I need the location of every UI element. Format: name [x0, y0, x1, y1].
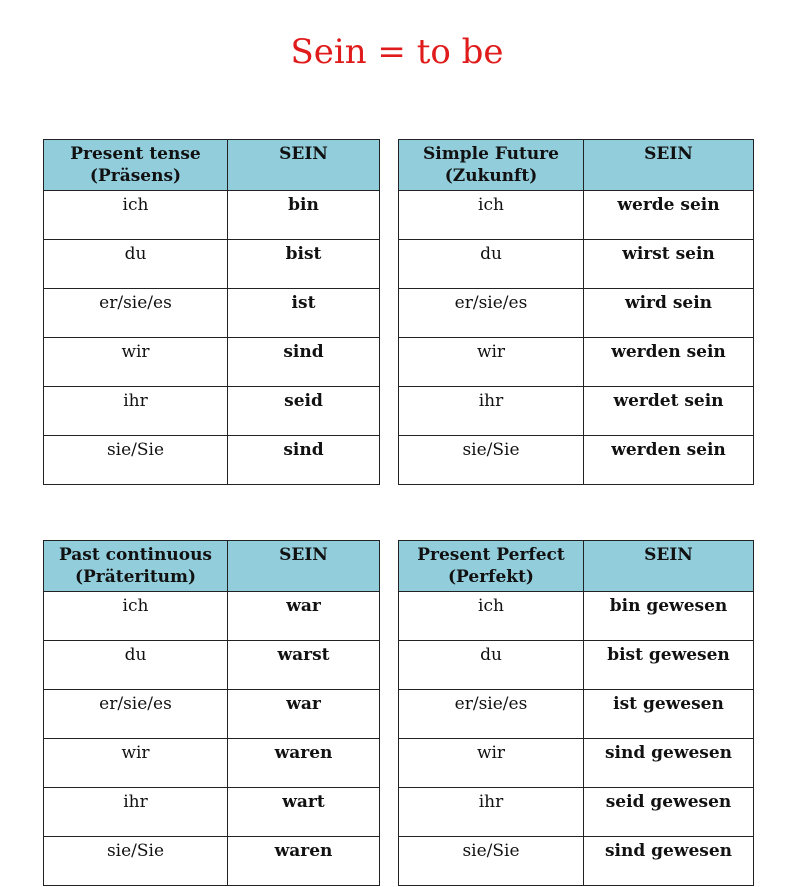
pronoun-cell: sie/Sie: [44, 436, 228, 485]
verb-header: SEIN: [584, 541, 754, 592]
pronoun-cell: wir: [44, 739, 228, 788]
pronoun-cell: er/sie/es: [399, 289, 584, 338]
tense-german-name: (Zukunft): [444, 166, 538, 186]
verb-form-cell: waren: [228, 739, 380, 788]
table-row: [44, 240, 380, 289]
pronoun-cell: er/sie/es: [44, 690, 228, 739]
pronoun-cell: wir: [399, 739, 584, 788]
verb-header: SEIN: [228, 140, 380, 191]
table-row: [44, 788, 380, 837]
verb-form-cell: sind: [228, 436, 380, 485]
verb-form-cell: seid gewesen: [584, 788, 754, 837]
pronoun-cell: du: [44, 240, 228, 289]
tense-header: [44, 541, 228, 592]
table-row: [44, 837, 380, 886]
pronoun-cell: du: [44, 641, 228, 690]
tense-name: Simple Future: [423, 144, 559, 164]
verb-form-cell: seid: [228, 387, 380, 436]
pronoun-cell: ihr: [399, 788, 584, 837]
pronoun-cell: sie/Sie: [399, 436, 584, 485]
table-row: [44, 739, 380, 788]
table-row: [44, 338, 380, 387]
verb-form-cell: sind: [228, 338, 380, 387]
verb-form-cell: sind gewesen: [584, 739, 754, 788]
pronoun-cell: er/sie/es: [44, 289, 228, 338]
pronoun-cell: wir: [399, 338, 584, 387]
table-row: [399, 837, 754, 886]
verb-form-cell: wart: [228, 788, 380, 837]
table-row: [399, 690, 754, 739]
verb-form-cell: werde sein: [584, 191, 754, 240]
pronoun-cell: ihr: [44, 788, 228, 837]
table-row: [399, 338, 754, 387]
table-header-row: [44, 140, 380, 191]
verb-form-cell: wirst sein: [584, 240, 754, 289]
table-row: [44, 289, 380, 338]
table-row: [399, 240, 754, 289]
verb-header: SEIN: [228, 541, 380, 592]
tense-german-name: (Präsens): [89, 166, 182, 186]
pronoun-cell: du: [399, 641, 584, 690]
verb-form-cell: warst: [228, 641, 380, 690]
table-row: [399, 436, 754, 485]
tense-name: Present Perfect: [417, 545, 565, 565]
pronoun-cell: ich: [399, 592, 584, 641]
tense-german-name: (Präteritum): [74, 567, 197, 587]
table-row: [44, 641, 380, 690]
table-row: [44, 592, 380, 641]
pronoun-cell: sie/Sie: [44, 837, 228, 886]
verb-form-cell: werdet sein: [584, 387, 754, 436]
tense-header: [399, 140, 584, 191]
page-title: Sein = to be: [290, 32, 504, 72]
tense-header: [44, 140, 228, 191]
table-row: [399, 289, 754, 338]
pronoun-cell: du: [399, 240, 584, 289]
pronoun-cell: wir: [44, 338, 228, 387]
pronoun-cell: sie/Sie: [399, 837, 584, 886]
past-continuous-table: [43, 540, 380, 886]
verb-form-cell: bin gewesen: [584, 592, 754, 641]
table-row: [44, 387, 380, 436]
pronoun-cell: ihr: [399, 387, 584, 436]
table-header-row: [399, 541, 754, 592]
verb-form-cell: waren: [228, 837, 380, 886]
verb-form-cell: bist: [228, 240, 380, 289]
pronoun-cell: ich: [44, 592, 228, 641]
present-perfect-table: [398, 540, 754, 886]
verb-form-cell: werden sein: [584, 338, 754, 387]
verb-form-cell: werden sein: [584, 436, 754, 485]
table-row: [399, 739, 754, 788]
verb-form-cell: sind gewesen: [584, 837, 754, 886]
simple-future-table: [398, 139, 754, 485]
table-row: [44, 436, 380, 485]
tense-name: Past continuous: [58, 545, 213, 565]
verb-form-cell: wird sein: [584, 289, 754, 338]
table-row: [399, 788, 754, 837]
pronoun-cell: er/sie/es: [399, 690, 584, 739]
pronoun-cell: ihr: [44, 387, 228, 436]
table-row: [44, 690, 380, 739]
verb-header: SEIN: [584, 140, 754, 191]
table-header-row: [399, 140, 754, 191]
table-row: [399, 191, 754, 240]
present-tense-table: [43, 139, 380, 485]
pronoun-cell: ich: [399, 191, 584, 240]
verb-form-cell: war: [228, 690, 380, 739]
tense-german-name: (Perfekt): [448, 567, 534, 587]
table-row: [399, 592, 754, 641]
verb-form-cell: ist gewesen: [584, 690, 754, 739]
verb-form-cell: war: [228, 592, 380, 641]
tense-header: [399, 541, 584, 592]
tense-name: Present tense: [70, 144, 201, 164]
table-row: [399, 641, 754, 690]
verb-form-cell: bist gewesen: [584, 641, 754, 690]
verb-form-cell: bin: [228, 191, 380, 240]
pronoun-cell: ich: [44, 191, 228, 240]
table-row: [399, 387, 754, 436]
table-header-row: [44, 541, 380, 592]
verb-form-cell: ist: [228, 289, 380, 338]
table-row: [44, 191, 380, 240]
